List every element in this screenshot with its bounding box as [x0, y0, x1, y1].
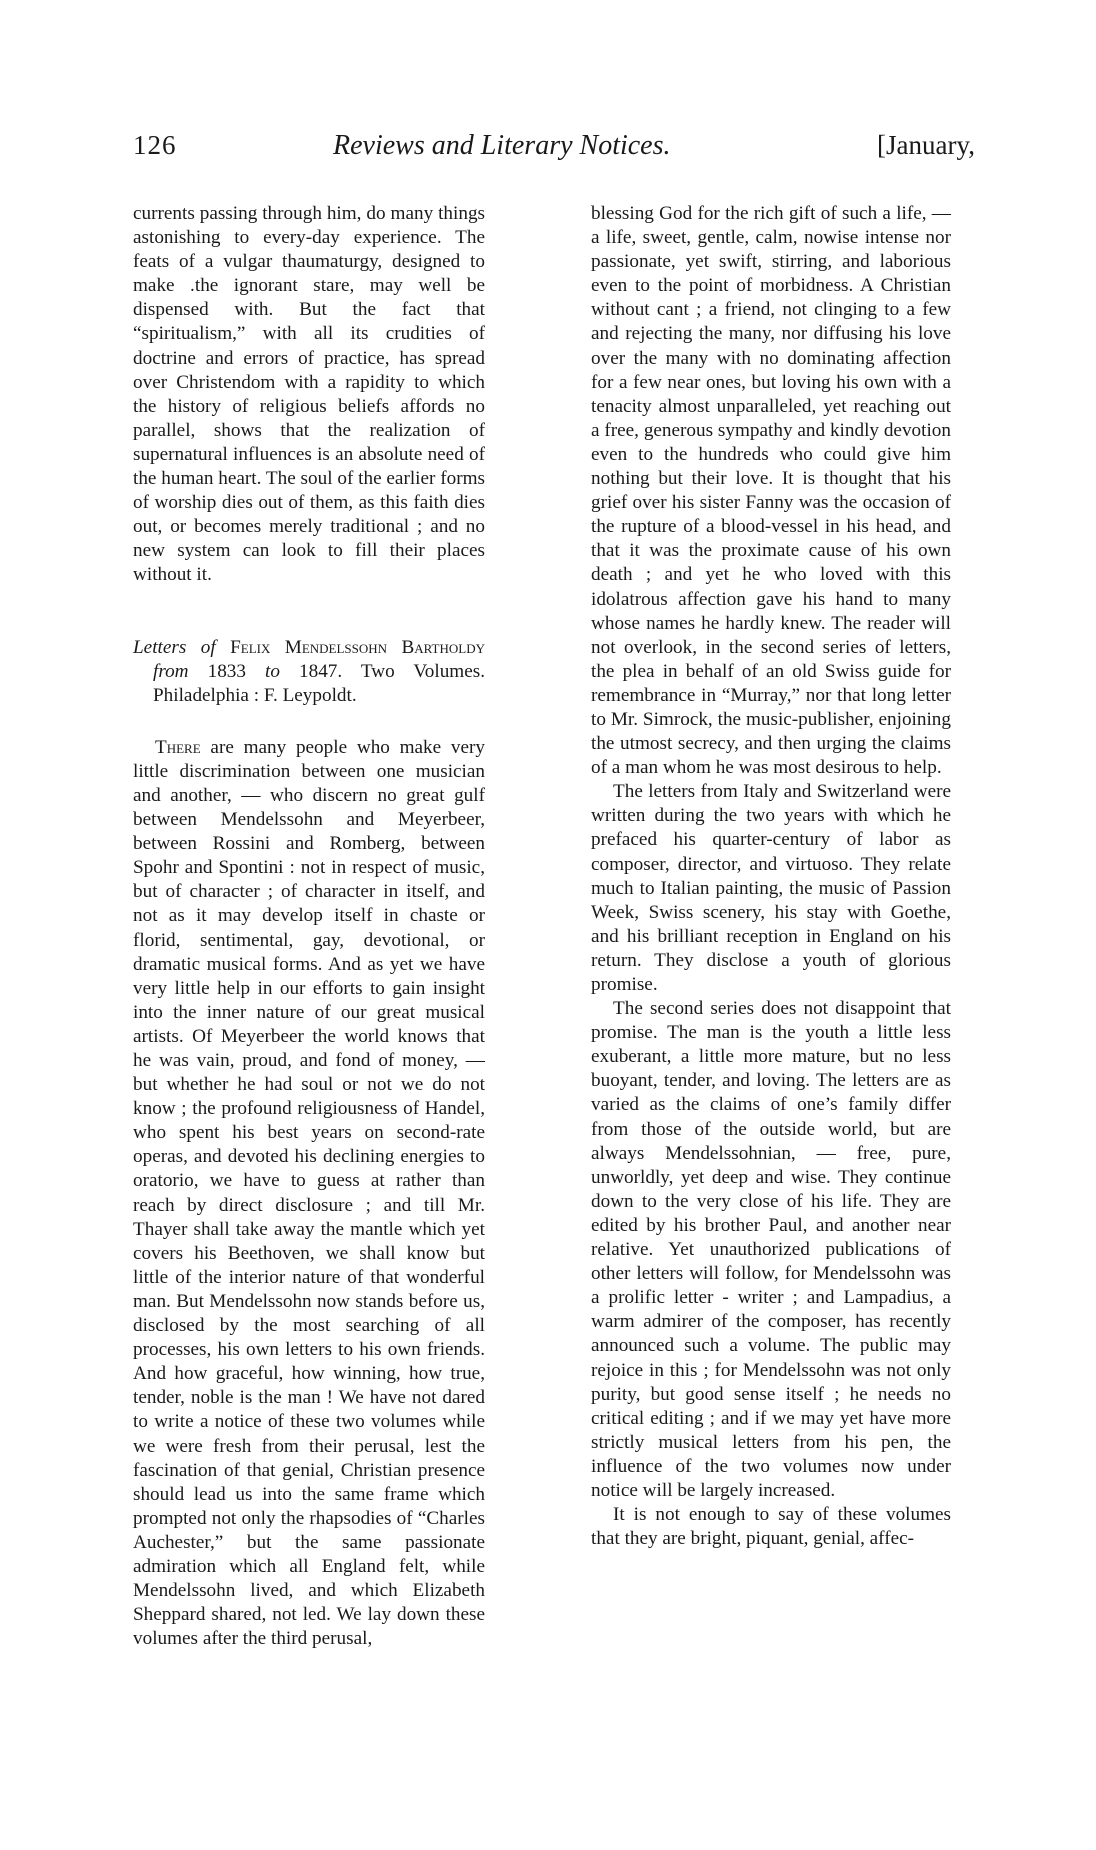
date-marker: [January,: [877, 130, 975, 160]
right-column: [591, 202, 951, 1551]
review-paragraph: [133, 736, 485, 1652]
paragraph: It is not enough to say of these volumes that they are bright, piquant, genial, affec-: [591, 1504, 951, 1550]
paragraph: The second series does not disappoint that promise. The man is the youth a little less exuberant, a little more mature, but no less buoyant, tender, and loving. The letters are as varied as the claims of one’s family differ from those of the outside world, but are always Mendelssohnian, — free, pure, unworldly, yet deep and wise. They continue down to the very close of his life. They are edited by his brother Paul, and another near relative. Yet unauthorized publications of other letters will follow, for Mendelssohn was a prolific letter - writer ; and Lampadius, a warm admirer of the composer, has recently announced such a volume. The public may rejoice in this ; for Mendelssohn was not only purity, but good sense itself ; he needs no critical editing ; and if we may yet have more strictly musical letters from his pen, the influence of the two volumes now under notice will be largely increased.: [591, 998, 951, 1501]
paragraph: The letters from Italy and Switzerland were written during the two years with which he prefaced his quarter-century of labor as composer, director, and virtuoso. They relate much to Italian painting, the music of Passion Week, Swiss scenery, his stay with Goethe, and his brilliant reception in England on his return. They disclose a youth of glorious promise.: [591, 781, 951, 995]
review-body: are many people who make very little discrimination between one musician and another, — who discern no great gulf between Mendelssohn and Meyerbeer, between Rossini and Romberg, between Spohr and Spontini : not in respect of music, but of character ; of character in itself, and not as it may develop itself in chaste or florid, sentimental, gay, devotional, or dramatic musical forms. And as yet we have very little help in our efforts to gain insight into the inner nature of our great musical artists. Of Meyerbeer the world knows that he was vain, proud, and fond of money, — but whether he had soul or not we do not know ; the profound religiousness of Handel, who spent his best years on second-rate operas, and devoted his declining energies to oratorio, we have to guess at rather than reach by direct disclosure ; and till Mr. Thayer shall take away the mantle which yet covers his Beethoven, we shall know but little of the interior nature of that wonderful man. But Mendelssohn now stands before us, disclosed by the most searching of all processes, his own letters to his own friends. And how graceful, how winning, how true, tender, noble is the man ! We have not dared to write a notice of these two volumes while we were fresh from their perusal, lest the fascination of that genial, Christian presence should lead us into the same frame which prompted not only the rhapsodies of “Charles Auchester,” but the same passionate admiration which all England felt, while Mendelssohn lived, and which Elizabeth Sheppard shared, not led. We lay down these volumes after the third perusal,: [133, 736, 486, 1650]
citation-publisher: Two Volumes. Philadelphia : F. Leypoldt.: [153, 660, 486, 706]
citation-to: to: [265, 660, 280, 682]
page-header: [133, 130, 975, 170]
review-opening-word: There: [155, 736, 201, 758]
citation-year-end: 1847.: [299, 660, 343, 682]
book-citation: [133, 636, 485, 708]
citation-year-start: 1833: [207, 660, 246, 682]
continued-paragraph: currents passing through him, do many things astonishing to every-day experience. The feats of a vulgar thaumaturgy, designed to make .the ignorant stare, may well be dispensed with. But the fact that “spiritualism,” with all its crudities of doctrine and errors of practice, has spread over Christendom with a rapidity to which the history of religious beliefs affords no parallel, shows that the realization of supernatural influences is an absolute need of the human heart. The soul of the earlier forms of worship dies out of them, as this faith dies out, or becomes merely traditional ; and no new system can look to fill their places without it.: [133, 203, 485, 586]
citation-author: Felix Mendelssohn Bartholdy: [230, 636, 485, 658]
citation-from: from: [153, 660, 189, 682]
citation-prefix: Letters of: [133, 636, 216, 658]
running-title: Reviews and Literary Notices.: [333, 130, 671, 161]
page-number: 126: [133, 130, 177, 160]
left-column: [133, 202, 485, 1651]
paragraph: blessing God for the rich gift of such a life, — a life, sweet, gentle, calm, nowise intense nor passionate, yet swift, stirring, and laborious even to the point of morbidness. A Christian without cant ; a friend, not clinging to a few and rejecting the many, nor diffusing his love over the many with no dominating affection for a few near ones, but loving his own with a tenacity almost unparalleled, yet reaching out a free, generous sympathy and kindly devotion even to the hundreds who could give him nothing but their love. It is thought that his grief over his sister Fanny was the occasion of the rupture of a blood-vessel in his head, and that it was the proximate cause of his own death ; and yet he who loved with this idolatrous affection gave his hand to many whose names he hardly knew. The reader will not overlook, in the second series of letters, the plea in behalf of an old Swiss guide for remembrance in “Murray,” nor that long letter to Mr. Simrock, the music-publisher, enjoining the utmost secrecy, and then urging the claims of a man whom he was most desirous to help.: [591, 203, 951, 779]
